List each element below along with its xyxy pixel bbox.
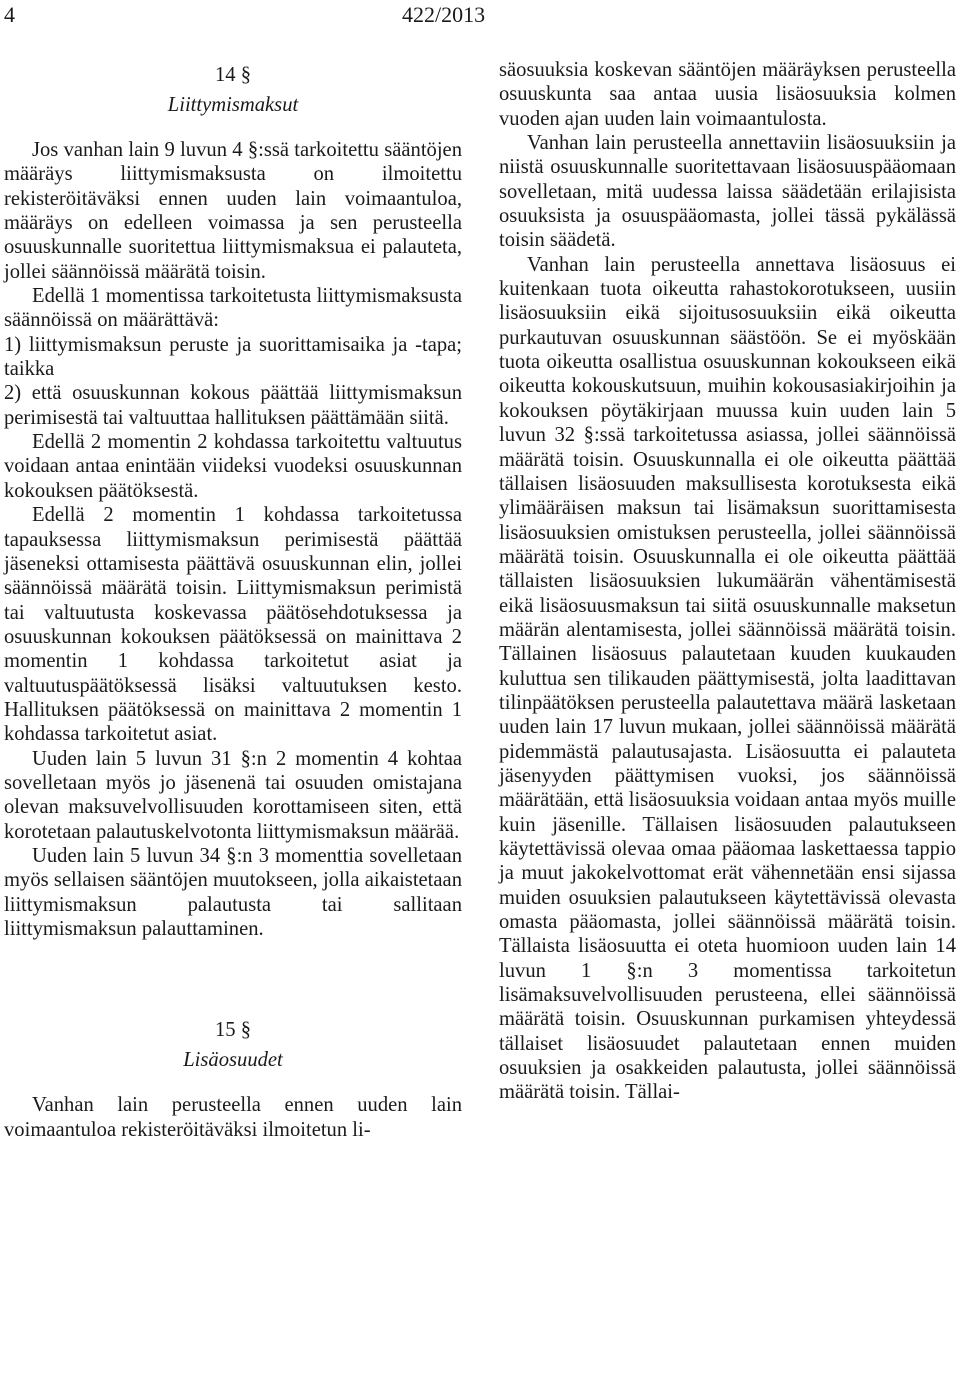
section-14-paragraph: Edellä 1 momentissa tarkoitetusta liittymismaksusta säännöissä on määrättävä: xyxy=(4,285,462,332)
issue-number: 422/2013 xyxy=(402,2,486,27)
section-14-paragraph: Edellä 2 momentin 2 kohdassa tarkoitettu valtuutus voidaan antaa enintään viideksi vuodeksi osuuskunnan kokouksen päätöksestä. xyxy=(4,431,462,502)
section-14-number: 14 § xyxy=(214,64,252,86)
page-number: 4 xyxy=(4,2,15,27)
section-14-list-item: 2) että osuuskunnan kokous päättää liittymismaksun perimisestä tai valtuuttaa hallituksen päättämään siitä. xyxy=(4,382,462,429)
right-column xyxy=(499,58,956,1105)
section-15-number: 15 § xyxy=(214,1019,252,1042)
left-column xyxy=(4,58,462,1142)
page-header xyxy=(0,0,960,30)
section-14-paragraph: Uuden lain 5 luvun 34 §:n 3 momenttia sovelletaan myös sellaisen sääntöjen muutokseen, jolla aikaistetaan liittymismaksun palautusta tai sallitaan liittymismaksun palauttaminen. xyxy=(4,844,462,940)
section-14-paragraph: Jos vanhan lain 9 luvun 4 §:ssä tarkoitettu sääntöjen määräys liittymismaksusta on ilmoitettu rekisteröitäväksi ennen uuden lain voimaantuloa, määräys on edelleen voimassa ja sen perusteella osuuskunnalle suoritettua liittymismaksua ei palauteta, jollei säännöissä määrätä toisin. xyxy=(4,139,462,283)
section-14-title: Liittymismaksut xyxy=(167,94,299,116)
section-15-paragraph: Vanhan lain perusteella annettaviin lisäosuuksiin ja niistä osuuskunnalle suoritettavaan lisäosuuspääomaan sovelletaan, mitä uudessa laissa säädetään erilajisista osuuksista ja osuuspääomasta, jollei tässä pykälässä toisin säädetä. xyxy=(499,132,956,252)
section-15-title: Lisäosuudet xyxy=(183,1049,283,1072)
section-14-list-item: 1) liittymismaksun peruste ja suorittamisaika ja -tapa; taikka xyxy=(4,333,462,381)
section-14-paragraph: Edellä 2 momentin 1 kohdassa tarkoitetussa tapauksessa liittymismaksun perimisestä päättää jäseneksi ottamisesta päättävä osuuskunnan elin, jollei säännöissä määrätä toisin. Liittymismaksun perimistä tai valtuutusta koskevassa päätösehdotuksessa ja osuuskunnan kokouksen päätöksessä on mainittava 2 momentin 1 kohdassa tarkoitetut asiat ja valtuutuspäätöksessä lisäksi valtuutuksen kesto. Hallituksen päätöksessä on mainittava 2 momentin 1 kohdassa tarkoitetut asiat. xyxy=(4,504,462,746)
section-15-paragraph: Vanhan lain perusteella ennen uuden lain voimaantuloa rekisteröitäväksi ilmoitetun li- xyxy=(4,1094,462,1141)
section-15-paragraph: säosuuksia koskevan sääntöjen määräyksen perusteella osuuskunta saa antaa uusia lisäosuuksia kolmen vuoden ajan uuden lain voimaantulosta. xyxy=(499,59,956,130)
section-15-paragraph: Vanhan lain perusteella annettava lisäosuus ei kuitenkaan tuota oikeutta rahastokorotukseen, uusiin lisäosuuksiin eikä sijoitusosuuksiin eikä oikeutta purkautuvan osuuskunnan säästöön. Se ei myöskään tuota oikeutta osallistua osuuskunnan kokoukseen eikä oikeutta kokouskutsuun, muihin kokousasiakirjoihin ja kokouksen pöytäkirjaan muussa kuin uuden lain 5 luvun 32 §:ssä tarkoitetussa asiassa, jollei säännöissä määrätä toisin. Osuuskunnalla ei ole oikeutta päättää tällaisen lisäosuuden maksullisesta korotuksesta eikä ylimääräisen maksun tai lisämaksun suorittamisesta lisäosuuksien omistuksen perusteella, jollei säännöissä määrätä toisin. Osuuskunnalla ei ole oikeutta päättää tällaisten lisäosuuksien lukumäärän vähentämisestä eikä lisäosuusmaksun tai siitä osuuskunnalle maksetun määrän alentamisesta, jollei säännöissä määrätä toisin. Tällainen lisäosuus palautetaan kuuden kuukauden kuluttua sen tilikauden päättymisestä, jolta laadittavan tilinpäätöksen perusteella palautettava määrä lasketaan uuden lain 17 luvun mukaan, jollei säännöissä määrätä pidemmästä palautusajasta. Lisäosuutta ei palauteta jäsenyyden päättymisen vuoksi, jos säännöissä määrätään, että lisäosuuksia voidaan antaa myös muille kuin jäsenille. Tällaisen lisäosuuden palautukseen käytettävissä olevaa omaa pääomaa laskettaessa tappio ja muut jakokelvottomat erät vähennetään ensi sijassa muiden osuuksien palautukseen käytettävissä olevasta omasta pääomasta, jollei säännöissä määrätä toisin. Tällaista lisäosuutta ei oteta huomioon uuden lain 14 luvun 1 §:n 3 momentissa tarkoitetun lisämaksuvelvollisuuden perusteena, ellei säännöissä määrätä toisin. Osuuskunnan purkamisen yhteydessä tällaiset lisäosuudet palautetaan ennen muiden osuuksien ja osakkeiden palautusta, jollei säännöissä määrätä toisin. Tällai- xyxy=(499,253,956,1104)
section-14-paragraph: Uuden lain 5 luvun 31 §:n 2 momentin 4 kohtaa sovelletaan myös jo jäsenenä tai osuuden omistajana olevan maksuvelvollisuuden korottamiseen siten, että korotetaan palautuskelvotonta liittymismaksun määrää. xyxy=(4,747,462,843)
